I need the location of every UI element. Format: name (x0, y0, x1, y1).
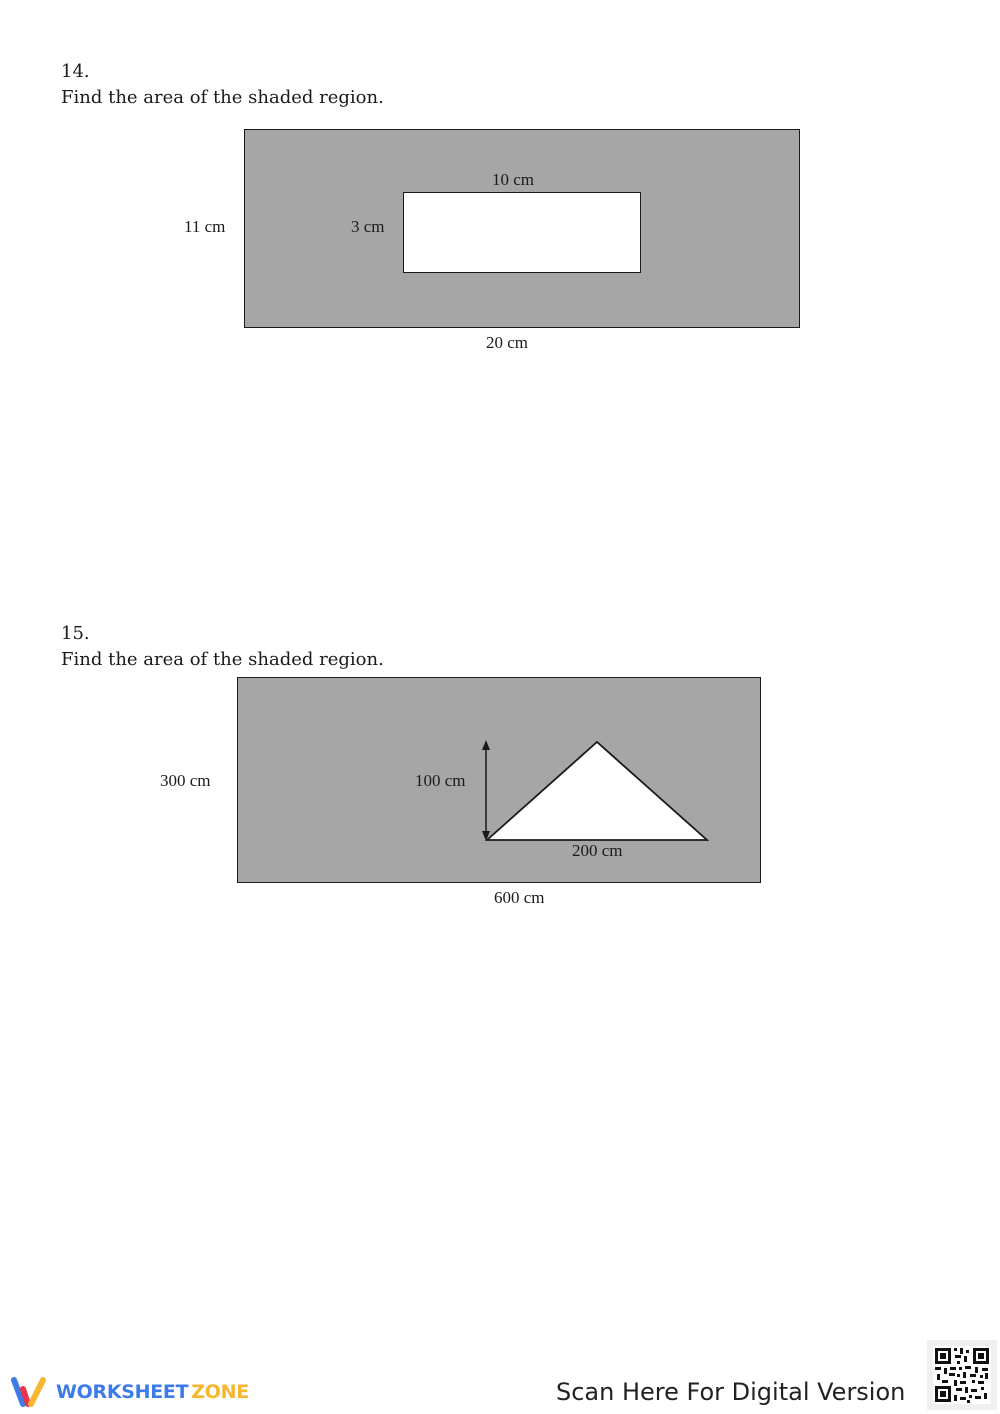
w-logo-icon (10, 1376, 50, 1408)
arrow-up-icon (482, 740, 490, 750)
qr-code[interactable] (927, 1340, 997, 1410)
inner-width-label: 10 cm (492, 170, 535, 189)
worksheetzone-logo[interactable] (10, 1376, 249, 1408)
triangle-height-label: 100 cm (415, 771, 466, 790)
scan-here-text: Scan Here For Digital Version (556, 1378, 906, 1406)
question-14-prompt: Find the area of the shaded region. (61, 87, 384, 108)
white-triangle (487, 742, 707, 840)
question-15-number: 15. (61, 623, 90, 644)
qr-code-icon (927, 1340, 997, 1410)
question-15-prompt: Find the area of the shaded region. (61, 649, 384, 670)
question-14-number: 14. (61, 61, 90, 82)
inner-height-label: 3 cm (351, 217, 385, 236)
outer-width-label: 600 cm (494, 888, 545, 907)
outer-height-label: 300 cm (160, 771, 211, 790)
outer-width-label: 20 cm (486, 333, 529, 352)
brand-name: WORKSHEET ZONE (56, 1381, 249, 1403)
triangle-base-label: 200 cm (572, 841, 623, 860)
outer-height-label: 11 cm (184, 217, 226, 236)
